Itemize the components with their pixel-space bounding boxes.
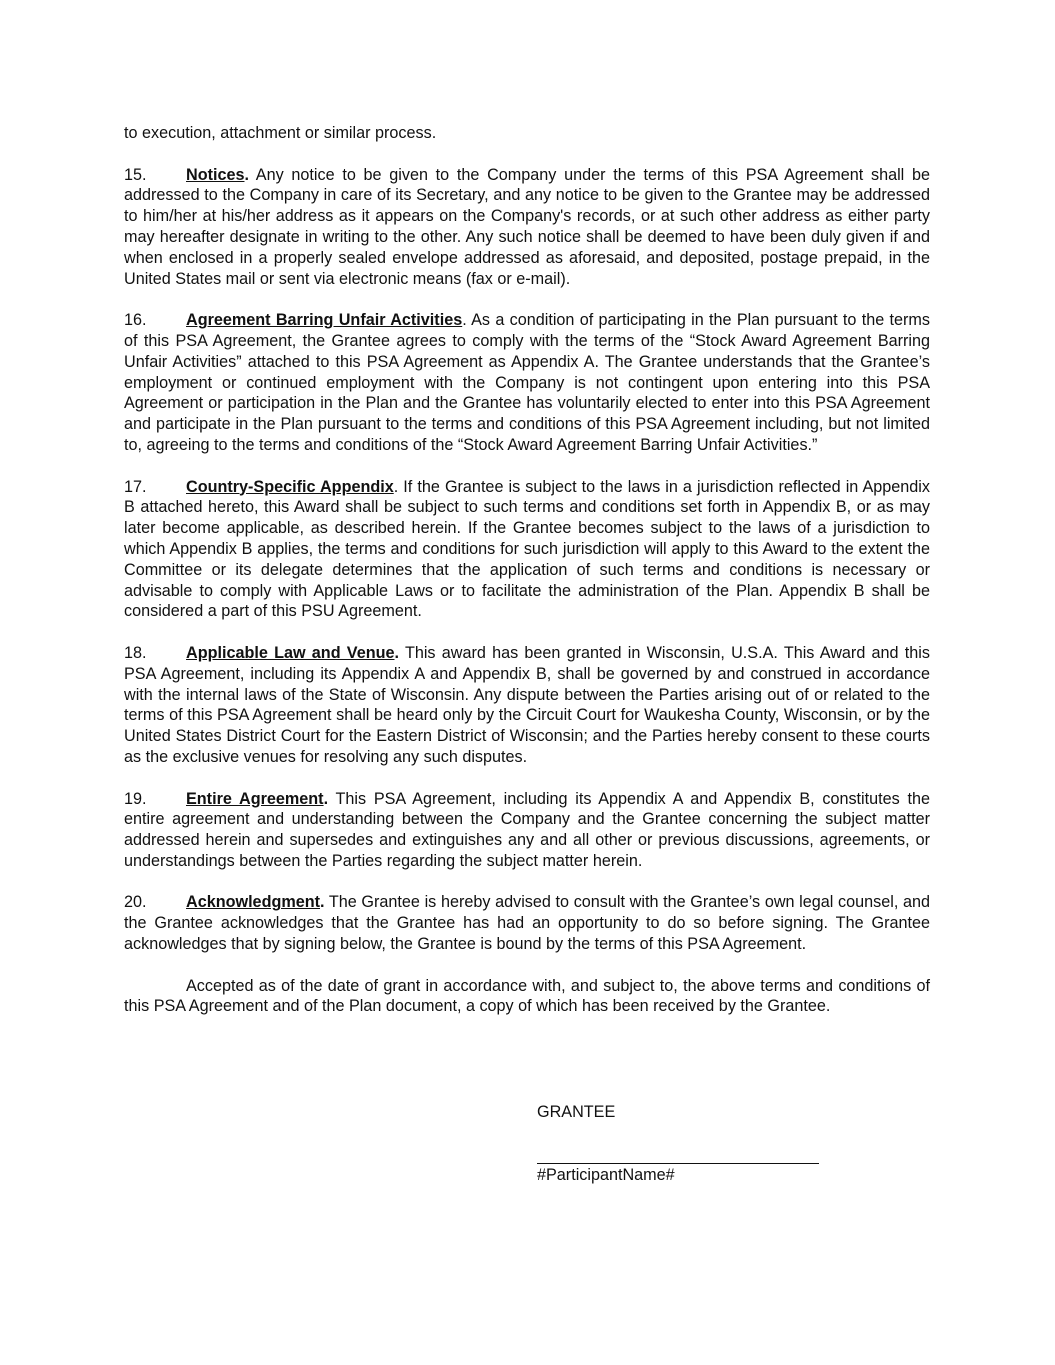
participant-name: #ParticipantName# [537, 1165, 675, 1184]
section-16-unfair-activities [124, 310, 930, 456]
section-19-entire-agreement [124, 789, 930, 872]
document-body [124, 123, 930, 1038]
section-20-acknowledgment [124, 892, 930, 954]
section-body: Any notice to be given to the Company under the terms of this PSA Agreement shall be addressed to the Company in care of its Secretary, and any notice to be given to the Grantee may be addressed to him/her at his/her address as it appears on the Company's records, or at such other address as either party may hereafter designate in writing to the other. Any such notice shall be deemed to have been duly given if and when enclosed in a properly sealed envelope addressed as aforesaid, and deposited, postage prepaid, in the United States mail or sent via electronic means (fax or e-mail). [124, 165, 930, 288]
section-heading: Entire Agreement [186, 789, 324, 808]
section-body: As a condition of participating in the Plan pursuant to the terms of this PSA Agreement, the Grantee agrees to comply with the terms of the “Stock Award Agreement Barring Unfair Activities” attached to this PSA Agreement as Appendix A. The Grantee understands that the Grantee’s employment or continued employment with the Company is not contingent upon entering into this PSA Agreement or participation in the Plan and the Grantee has voluntarily elected to enter into this PSA Agreement and participate in the Plan pursuant to the terms and conditions of this PSA Agreement including, but not limited to, agreeing to the terms and conditions of the “Stock Award Agreement Barring Unfair Activities.” [124, 311, 930, 454]
section-body: This PSA Agreement, including its Appendix A and Appendix B, constitutes the entire agreement and understanding between the Company and the Grantee concerning the subject matter addressed herein and supersedes and extinguishes any and all other or previous discussions, agreements, or understandings between the Parties regarding the subject matter herein. [124, 789, 930, 870]
heading-punctuation: . [393, 477, 399, 496]
section-body: The Grantee is hereby advised to consult with the Grantee’s own legal counsel, and the Grantee acknowledges that the Grantee has had an opportunity to do so before signing. The Grantee acknowledges that by signing below, the Grantee is bound by the terms of this PSA Agreement. [124, 893, 930, 954]
section-number: 16. [124, 311, 147, 330]
heading-punctuation: . [394, 643, 399, 662]
section-number: 15. [124, 165, 147, 184]
section-18-applicable-law [124, 643, 930, 768]
section-heading: Acknowledgment [186, 893, 321, 912]
heading-punctuation: . [244, 165, 249, 184]
section-number: 19. [124, 789, 147, 808]
section-body: If the Grantee is subject to the laws in a jurisdiction reflected in Appendix B attached hereto, this Award shall be subject to such terms and conditions set forth in Appendix B, or as may later become applicable, as described herein. If the Grantee becomes subject to the laws of a jurisdiction to which Appendix B applies, the terms and conditions for such jurisdiction will apply to this Award to the extent the Committee or its delegate determines that the application of such terms and conditions is necessary or advisable to comply with Applicable Laws or to facilitate the administration of the Plan. Appendix B shall be considered a part of this PSU Agreement. [124, 477, 930, 621]
section-body: This award has been granted in Wisconsin, U.S.A. This Award and this PSA Agreement, including its Appendix A and Appendix B, shall be governed by and construed in accordance with the internal laws of the State of Wisconsin. Any dispute between the Parties arising out of or related to the terms of this PSA Agreement shall be heard only by the Circuit Court for Waukesha County, Wisconsin, or by the United States District Court for the Eastern District of Wisconsin; and the Parties hereby consent to these courts as the exclusive venues for resolving any such disputes. [124, 643, 930, 766]
signature-block [537, 1102, 819, 1186]
section-15-notices [124, 165, 930, 290]
signature-line [537, 1153, 819, 1164]
grantee-label: GRANTEE [537, 1103, 616, 1121]
intro-fragment: to execution, attachment or similar process. [124, 124, 437, 142]
section-heading: Country-Specific Appendix [186, 477, 394, 496]
section-number: 17. [124, 477, 147, 496]
section-heading: Notices [186, 165, 245, 184]
heading-punctuation: . [323, 789, 329, 808]
section-17-country-appendix [124, 477, 930, 623]
section-number: 20. [124, 893, 147, 912]
heading-punctuation: . [462, 311, 467, 330]
section-heading: Agreement Barring Unfair Activities [186, 311, 463, 330]
heading-punctuation: . [320, 893, 325, 912]
section-heading: Applicable Law and Venue [186, 643, 395, 662]
section-number: 18. [124, 643, 147, 662]
acceptance-statement: Accepted as of the date of grant in accordance with, and subject to, the above terms and conditions of this PSA Agreement and of the Plan document, a copy of which has been received by the Grantee. [124, 976, 930, 1016]
